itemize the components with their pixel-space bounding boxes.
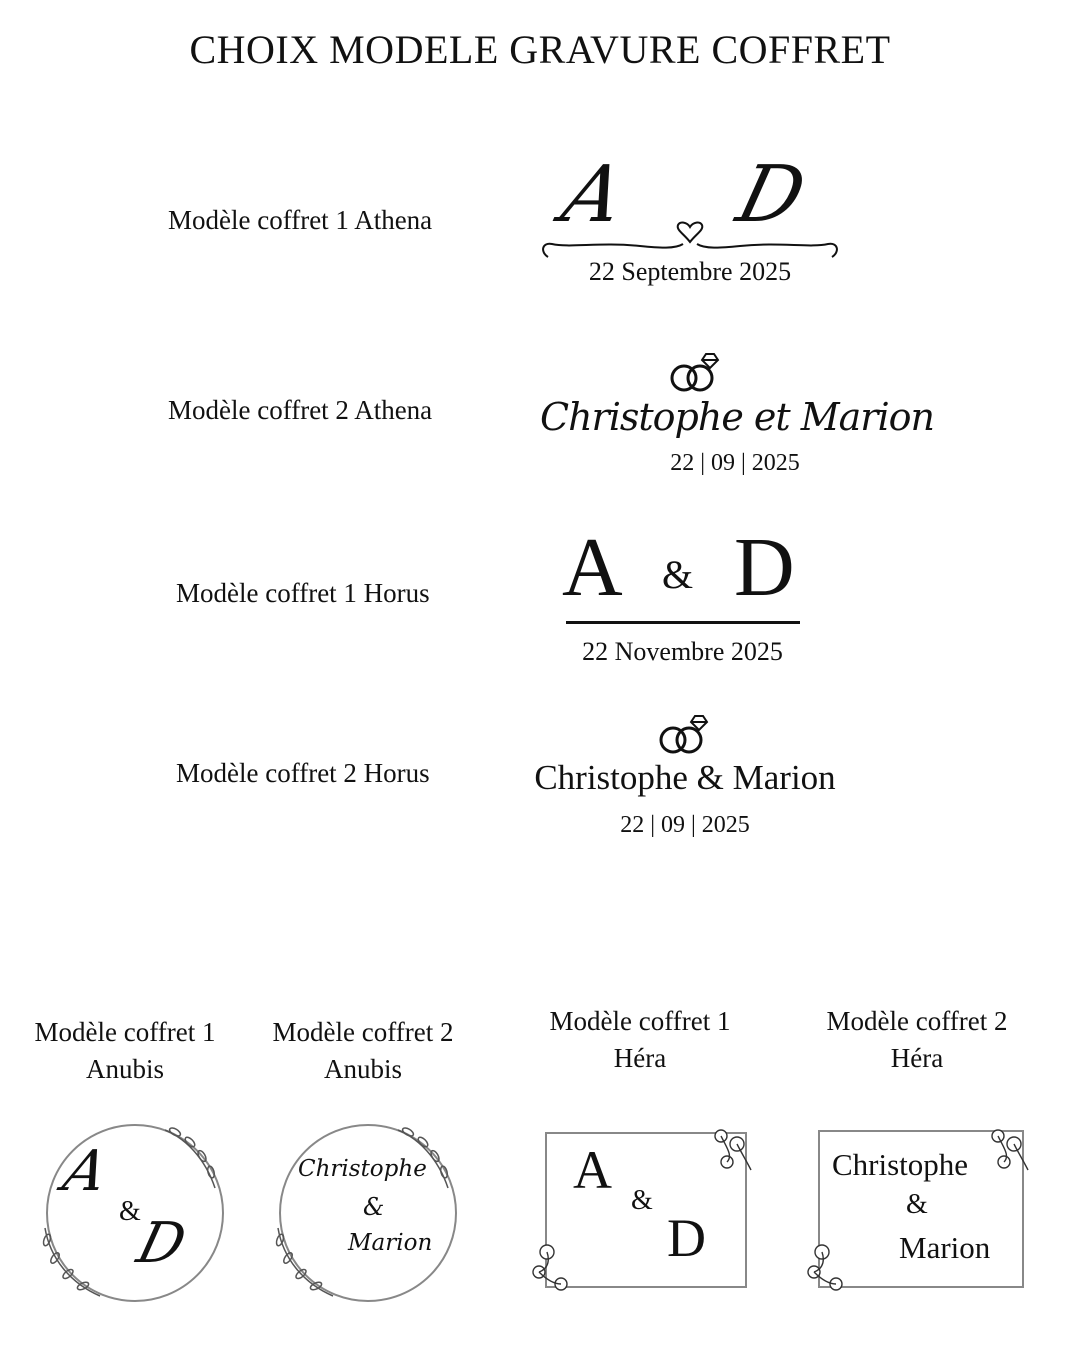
athena-1-initial-left: A [553,150,633,240]
flower-corner-icon [527,1240,579,1296]
anubis-1-label-line2: Anubis [85,1054,164,1084]
model-label-hera-2 [812,1003,1022,1077]
hera-2-name2: Marion [899,1230,991,1265]
model-label-horus-2: Modèle coffret 2 Horus [176,758,430,788]
hera-1-initial-right: D [667,1208,706,1268]
model-label-athena-1: Modèle coffret 1 Athena [168,205,433,235]
horus-1-preview [560,520,810,680]
flower-corner-icon [802,1240,854,1296]
horus-1-date: 22 Novembre 2025 [582,637,783,666]
wedding-rings-icon [657,712,713,756]
anubis-1-preview [35,1118,235,1308]
anubis-2-label-line2: Anubis [323,1054,402,1084]
page-title: CHOIX MODELE GRAVURE COFFRET [189,27,891,72]
anubis-2-name2: Marion [348,1230,433,1256]
model-label-athena-2: Modèle coffret 2 Athena [168,395,433,425]
hera-2-preview [800,1122,1040,1302]
anubis-1-initial-left: A [57,1139,114,1204]
model-label-hera-1 [535,1003,745,1077]
athena-2-preview [540,350,934,490]
horus-2-date: 22 | 09 | 2025 [620,812,750,838]
horus-1-initial-right: D [734,521,795,614]
athena-1-initial-right: D [728,150,814,240]
athena-2-date: 22 | 09 | 2025 [670,450,800,476]
anubis-2-label-line1: Modèle coffret 2 [272,1017,454,1047]
athena-1-date: 22 Septembre 2025 [588,257,792,286]
anubis-2-preview [268,1118,468,1308]
hera-1-preview [525,1122,765,1302]
athena-1-preview [540,150,840,290]
hera-2-ampersand: & [906,1189,928,1220]
horus-2-names: Christophe & Marion [534,758,836,797]
flower-corner-icon [707,1122,759,1178]
hera-1-initial-left: A [573,1140,612,1200]
wedding-rings-icon [668,350,724,394]
anubis-2-name1: Christophe [298,1156,427,1182]
horus-1-ampersand: & [662,552,694,597]
flower-corner-icon [984,1122,1036,1178]
model-label-anubis-1 [20,1014,230,1088]
hera-2-label-line1: Modèle coffret 2 [826,1006,1008,1036]
horus-2-preview [515,712,855,852]
heart-swirl-divider-icon [540,222,840,262]
anubis-2-ampersand: & [363,1193,385,1221]
hera-2-label-line2: Héra [890,1043,944,1073]
model-label-anubis-2 [258,1014,468,1088]
hera-1-ampersand: & [631,1185,653,1216]
anubis-1-initial-right: D [131,1211,193,1276]
anubis-1-label-line1: Modèle coffret 1 [34,1017,216,1047]
anubis-1-ampersand: & [119,1196,141,1227]
hera-1-label-line2: Héra [613,1043,667,1073]
model-label-horus-1: Modèle coffret 1 Horus [176,578,430,608]
hera-1-label-line1: Modèle coffret 1 [549,1006,731,1036]
athena-2-names: Christophe et Marion [540,395,934,439]
horus-1-underline [566,621,800,624]
hera-2-name1: Christophe [832,1147,969,1182]
horus-1-initial-left: A [562,521,623,614]
